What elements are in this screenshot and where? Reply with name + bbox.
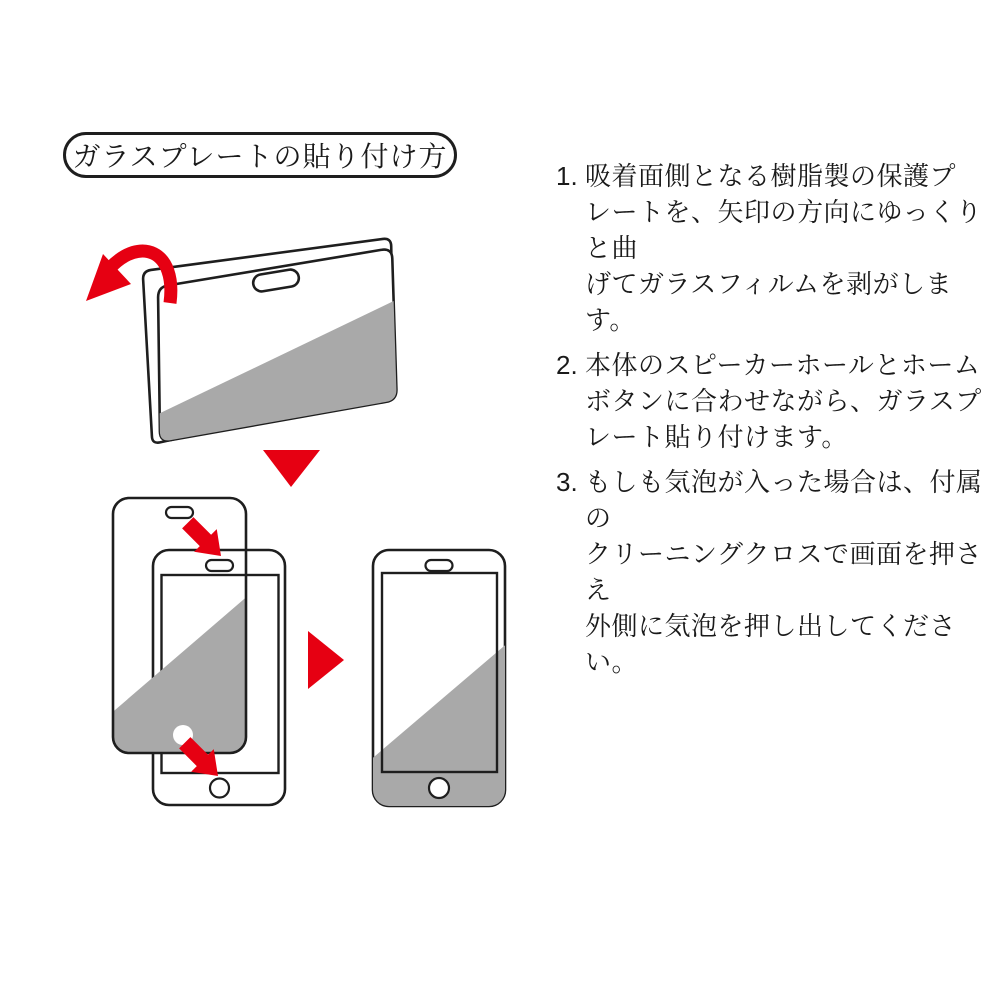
phone-home-button [429, 778, 449, 798]
instruction-text: 吸着面側となる樹脂製の保護プ レートを、矢印の方向にゆっくりと曲 げてガラスフィルムを剥がします。 [585, 161, 983, 335]
instruction-number: 1. [556, 161, 578, 191]
glass-speaker-cutout [166, 507, 193, 518]
down-arrow-icon [263, 450, 320, 487]
step2-align-diagram [108, 498, 285, 805]
instruction-number: 3. [556, 467, 578, 497]
step1-peel-diagram [86, 239, 402, 470]
next-arrow-icon [308, 631, 344, 689]
phone-home-button [210, 779, 229, 798]
phone-speaker-hole [426, 560, 453, 571]
instruction-number: 2. [556, 350, 578, 380]
instruction-text: もしも気泡が入った場合は、付属の クリーニングクロスで画面を押さえ 外側に気泡を押し出してください。 [585, 467, 983, 677]
step3-finished-diagram [368, 550, 510, 812]
phone-speaker-hole [206, 560, 233, 571]
page-title-text: ガラスプレートの貼り付け方 [72, 141, 448, 172]
instruction-text: 本体のスピーカーホールとホーム ボタンに合わせながら、ガラスプ レート貼り付けます。 [585, 350, 982, 452]
